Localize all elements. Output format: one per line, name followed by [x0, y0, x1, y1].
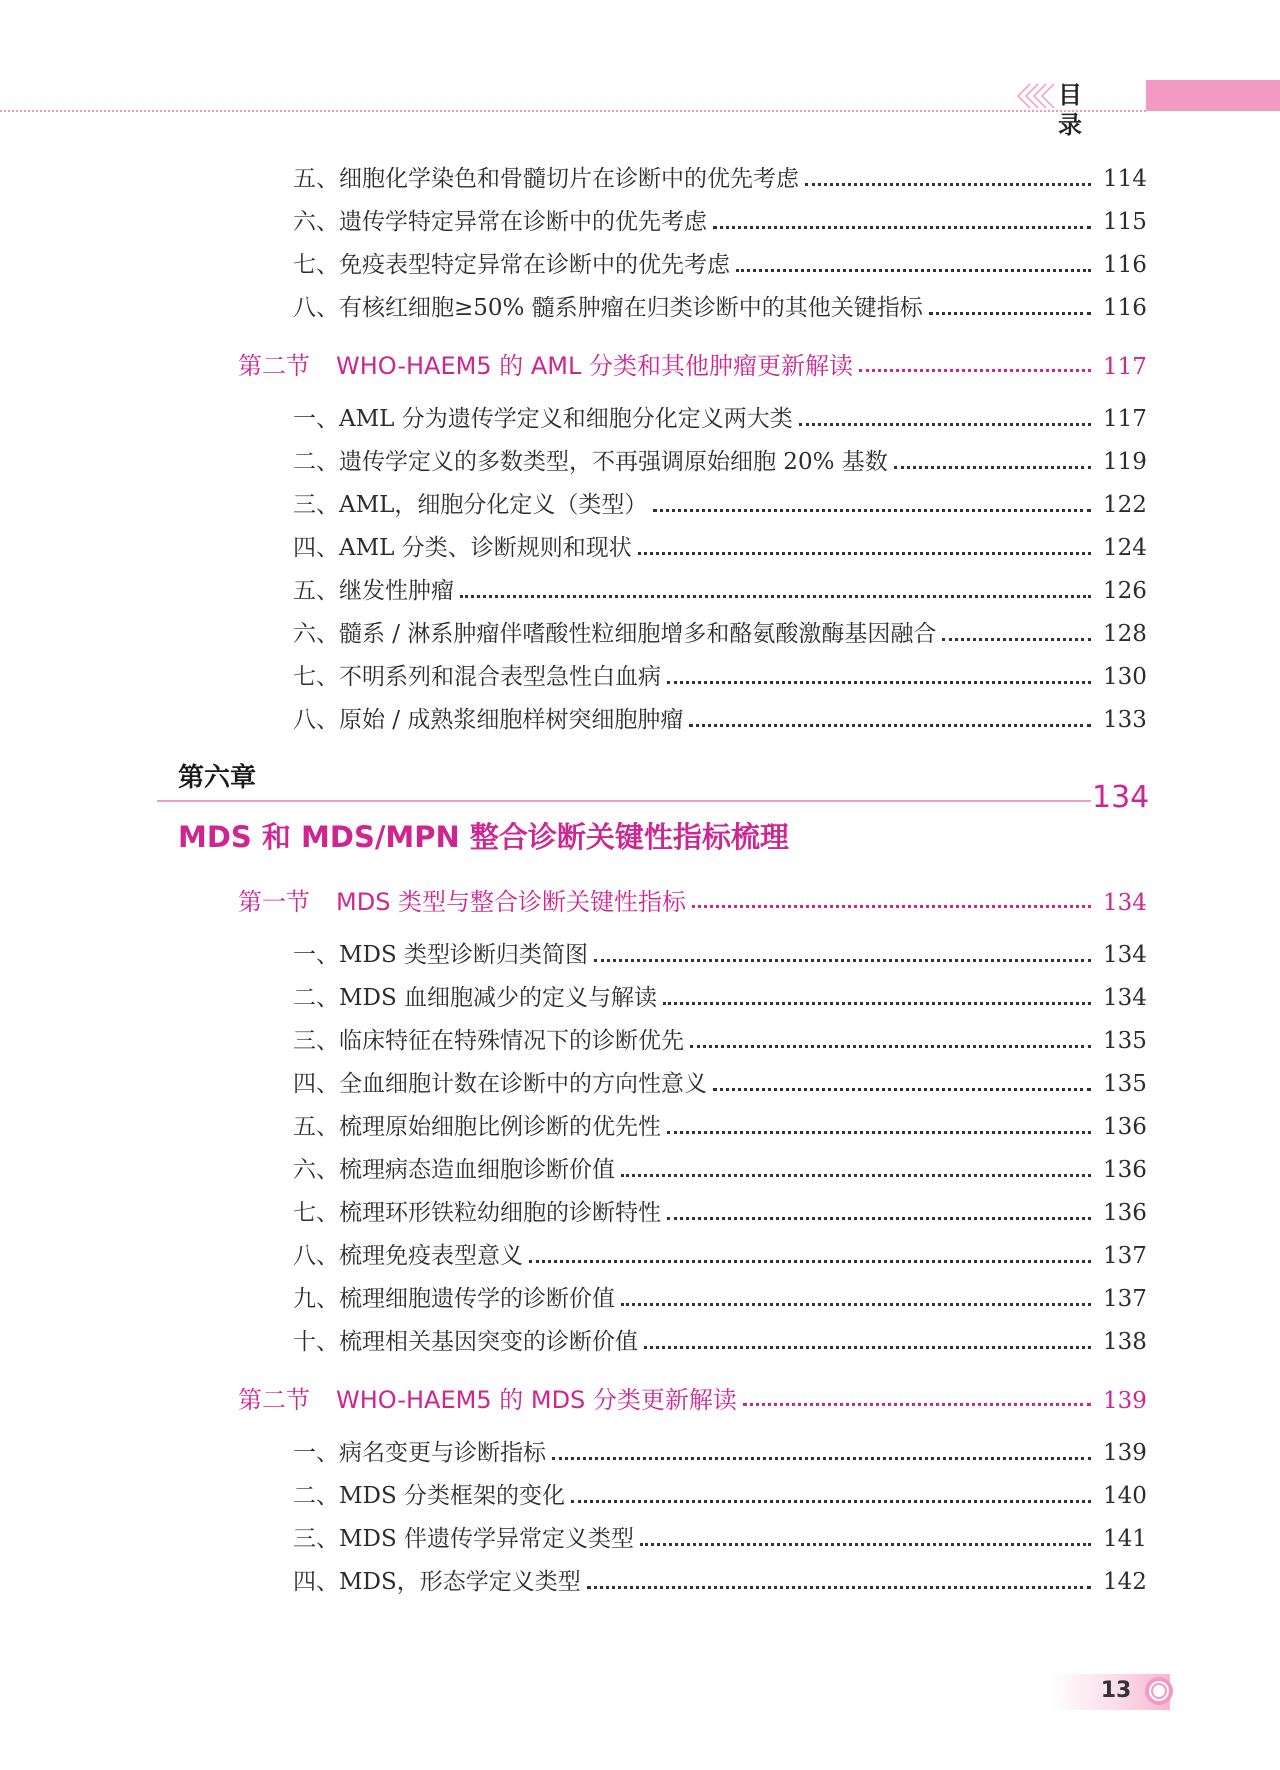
dot-leader [663, 1001, 1091, 1005]
toc-entry-label: 四、AML 分类、诊断规则和现状 [293, 535, 632, 561]
toc-entry-label: 二、MDS 血细胞减少的定义与解读 [293, 985, 658, 1011]
toc-entry-page: 139 [1103, 1440, 1147, 1466]
toc-entry-label: 四、MDS，形态学定义类型 [293, 1569, 581, 1595]
chapter-rule [157, 800, 1091, 802]
section-title: MDS 类型与整合诊断关键性指标 [336, 888, 687, 916]
section-page: 139 [1103, 1388, 1147, 1414]
toc-entry[interactable] [0, 1563, 1280, 1599]
chapter-title[interactable]: MDS 和 MDS/MPN 整合诊断关键性指标梳理 [178, 820, 789, 854]
toc-entry[interactable] [0, 1194, 1280, 1230]
dot-leader [859, 368, 1091, 372]
toc-section-entry[interactable] [0, 1380, 1280, 1416]
toc-entry[interactable] [0, 486, 1280, 522]
dot-leader [638, 551, 1091, 555]
dot-leader [692, 904, 1091, 908]
dot-leader [644, 1345, 1091, 1349]
toc-entry-page: 122 [1103, 492, 1147, 518]
toc-entry[interactable] [0, 1237, 1280, 1273]
toc-entry[interactable] [0, 1065, 1280, 1101]
section-title: WHO-HAEM5 的 MDS 分类更新解读 [336, 1386, 737, 1414]
toc-entry[interactable] [0, 1022, 1280, 1058]
toc-entry-label: 六、髓系 / 淋系肿瘤伴嗜酸性粒细胞增多和酪氨酸激酶基因融合 [293, 621, 937, 647]
toc-entry-label: 七、免疫表型特定异常在诊断中的优先考虑 [293, 252, 730, 278]
toc-entry-page: 119 [1103, 449, 1147, 475]
toc-entry[interactable] [0, 979, 1280, 1015]
toc-entry[interactable] [0, 615, 1280, 651]
toc-entry[interactable] [0, 203, 1280, 239]
toc-entry-page: 124 [1103, 535, 1147, 561]
page-number: 13 [1100, 1678, 1132, 1703]
dot-leader [690, 1044, 1091, 1048]
toc-entry[interactable] [0, 289, 1280, 325]
toc-entry-label: 七、梳理环形铁粒幼细胞的诊断特性 [293, 1200, 661, 1226]
toc-entry-page: 140 [1103, 1483, 1147, 1509]
dot-leader [942, 637, 1091, 641]
chapter-page[interactable]: 134 [1092, 780, 1150, 815]
dot-leader [621, 1173, 1091, 1177]
toc-entry-label: 三、临床特征在特殊情况下的诊断优先 [293, 1028, 684, 1054]
toc-entry[interactable] [0, 572, 1280, 608]
toc-entry-label: 十、梳理相关基因突变的诊断价值 [293, 1329, 638, 1355]
ring-icon [1143, 1675, 1175, 1707]
toc-entry-page: 136 [1103, 1114, 1147, 1140]
toc-entry-label: 六、遗传学特定异常在诊断中的优先考虑 [293, 209, 707, 235]
toc-entry-page: 141 [1103, 1526, 1147, 1552]
toc-entry-page: 128 [1103, 621, 1147, 647]
dot-leader [667, 1216, 1091, 1220]
chevrons-left-icon [1014, 82, 1054, 110]
section-title: WHO-HAEM5 的 AML 分类和其他肿瘤更新解读 [336, 352, 853, 380]
toc-entry-page: 136 [1103, 1200, 1147, 1226]
dot-leader [667, 1130, 1091, 1134]
toc-entry-page: 136 [1103, 1157, 1147, 1183]
toc-entry-page: 137 [1103, 1243, 1147, 1269]
toc-entry-label: 三、MDS 伴遗传学异常定义类型 [293, 1526, 635, 1552]
dot-leader [552, 1456, 1091, 1460]
toc-entry-page: 126 [1103, 578, 1147, 604]
header-color-bar [1146, 80, 1280, 111]
toc-entry-label: 五、细胞化学染色和骨髓切片在诊断中的优先考虑 [293, 166, 799, 192]
dot-leader [736, 268, 1091, 272]
toc-entry[interactable] [0, 529, 1280, 565]
toc-entry-page: 116 [1103, 252, 1147, 278]
section-number: 第二节 [238, 352, 310, 380]
toc-entry[interactable] [0, 443, 1280, 479]
dot-leader [713, 225, 1091, 229]
toc-entry[interactable] [0, 246, 1280, 282]
toc-entry-page: 137 [1103, 1286, 1147, 1312]
toc-entry-label: 二、MDS 分类框架的变化 [293, 1483, 566, 1509]
dot-leader [805, 182, 1091, 186]
toc-entry-page: 135 [1103, 1028, 1147, 1054]
dot-leader [653, 508, 1091, 512]
toc-section-entry[interactable] [0, 346, 1280, 382]
toc-entry-page: 115 [1103, 209, 1147, 235]
toc-entry-page: 117 [1103, 406, 1147, 432]
toc-entry[interactable] [0, 936, 1280, 972]
dot-leader [929, 311, 1091, 315]
toc-entry-label: 一、MDS 类型诊断归类简图 [293, 942, 589, 968]
toc-entry-page: 134 [1103, 985, 1147, 1011]
dot-leader [689, 723, 1091, 727]
dot-leader [594, 958, 1091, 962]
section-number: 第二节 [238, 1386, 310, 1414]
toc-entry[interactable] [0, 1520, 1280, 1556]
toc-entry[interactable] [0, 1151, 1280, 1187]
toc-entry[interactable] [0, 1280, 1280, 1316]
toc-entry-label: 一、AML 分为遗传学定义和细胞分化定义两大类 [293, 406, 793, 432]
toc-entry-label: 六、梳理病态造血细胞诊断价值 [293, 1157, 615, 1183]
dot-leader [667, 680, 1091, 684]
toc-entry[interactable] [0, 1323, 1280, 1359]
section-page: 134 [1103, 890, 1147, 916]
toc-entry[interactable] [0, 1108, 1280, 1144]
dot-leader [713, 1087, 1091, 1091]
dot-leader [621, 1302, 1091, 1306]
dot-leader [799, 422, 1091, 426]
dot-leader [743, 1402, 1091, 1406]
toc-entry-label: 一、病名变更与诊断指标 [293, 1440, 546, 1466]
toc-entry[interactable] [0, 1477, 1280, 1513]
toc-entry[interactable] [0, 1434, 1280, 1470]
toc-entry-label: 五、梳理原始细胞比例诊断的优先性 [293, 1114, 661, 1140]
toc-entry[interactable] [0, 400, 1280, 436]
toc-entry-label: 五、继发性肿瘤 [293, 578, 454, 604]
toc-entry-page: 130 [1103, 664, 1147, 690]
toc-section-entry[interactable] [0, 882, 1280, 918]
section-page: 117 [1103, 354, 1147, 380]
toc-entry[interactable] [0, 658, 1280, 694]
toc-entry-label: 八、原始 / 成熟浆细胞样树突细胞肿瘤 [293, 707, 684, 733]
toc-entry-page: 116 [1103, 295, 1147, 321]
toc-entry-label: 八、梳理免疫表型意义 [293, 1243, 523, 1269]
toc-entry[interactable] [0, 160, 1280, 196]
dot-leader [571, 1499, 1091, 1503]
toc-entry-label: 九、梳理细胞遗传学的诊断价值 [293, 1286, 615, 1312]
toc-entry-page: 142 [1103, 1569, 1147, 1595]
toc-entry[interactable] [0, 701, 1280, 737]
toc-entry-page: 133 [1103, 707, 1147, 733]
toc-entry-label: 七、不明系列和混合表型急性白血病 [293, 664, 661, 690]
header-title: 目 录 [1058, 81, 1104, 139]
toc-entry-page: 134 [1103, 942, 1147, 968]
section-number: 第一节 [238, 888, 310, 916]
chapter-label: 第六章 [178, 763, 257, 793]
toc-entry-page: 135 [1103, 1071, 1147, 1097]
dot-leader [587, 1585, 1091, 1589]
toc-entry-page: 114 [1103, 166, 1147, 192]
dot-leader [460, 594, 1091, 598]
dot-leader [894, 465, 1091, 469]
toc-entry-label: 二、遗传学定义的多数类型，不再强调原始细胞 20% 基数 [293, 449, 888, 475]
dot-leader [640, 1542, 1091, 1546]
toc-entry-page: 138 [1103, 1329, 1147, 1355]
toc-entry-label: 四、全血细胞计数在诊断中的方向性意义 [293, 1071, 707, 1097]
header-dotted-rule [0, 110, 1146, 112]
dot-leader [529, 1259, 1091, 1263]
toc-entry-label: 三、AML，细胞分化定义（类型） [293, 492, 648, 518]
toc-entry-label: 八、有核红细胞≥50% 髓系肿瘤在归类诊断中的其他关键指标 [293, 295, 923, 321]
